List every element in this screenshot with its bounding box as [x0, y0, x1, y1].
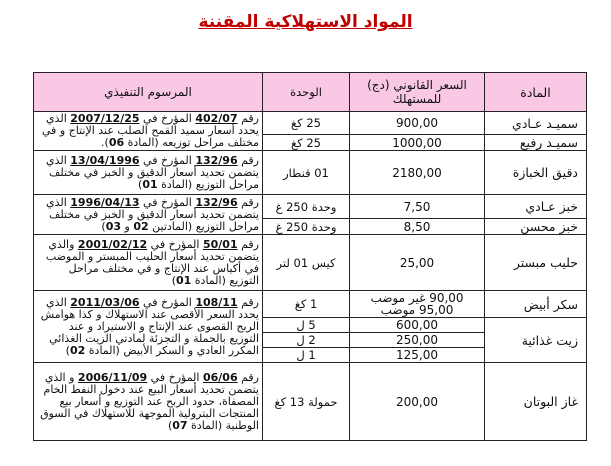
- unit-cell: 1 كغ: [263, 291, 350, 318]
- table-header-row: [34, 73, 587, 112]
- header-price: السعر القانوني (دج) للمستهلك: [350, 73, 485, 112]
- decree-cell: رقم 108/11 المؤرخ في 2011/03/06 الذي يحدد السعر الأقصى عند الاستهلاك و كذا هوامش الربح القصوى عند الإنتاج و الاستيراد و عند التوزيع بالجملة و التجزئة لمادتي الزيت الغذائي المكرر العادي و السكر الأبيض (المادة 02): [34, 291, 263, 363]
- material-cell: حليب مبستر: [485, 235, 587, 291]
- unit-cell: 25 كغ: [263, 135, 350, 151]
- header-material: المادة: [485, 73, 587, 112]
- header-unit: الوحدة: [263, 73, 350, 112]
- price-cell: 25,00: [350, 235, 485, 291]
- price-cell: 7,50: [350, 195, 485, 219]
- table-row: [34, 112, 587, 135]
- price-cell: 2180,00: [350, 151, 485, 195]
- material-cell: سميـد عـادي: [485, 112, 587, 135]
- unit-cell: 5 ل: [263, 318, 350, 333]
- price-cell: 900,00: [350, 112, 485, 135]
- material-cell: سميـد رفيع: [485, 135, 587, 151]
- material-cell: سكر أبيض: [485, 291, 587, 318]
- table-row: [34, 195, 587, 219]
- material-cell: خبز محسن: [485, 219, 587, 235]
- unit-cell: 2 ل: [263, 333, 350, 348]
- unit-cell: وحدة 250 غ: [263, 195, 350, 219]
- price-cell: 200,00: [350, 363, 485, 441]
- unit-cell: حمولة 13 كغ: [263, 363, 350, 441]
- price-cell: 1000,00: [350, 135, 485, 151]
- price-cell: 250,00: [350, 333, 485, 348]
- page-title: المواد الاستهلاكية المقننة: [198, 12, 413, 32]
- decree-cell: رقم 50/01 المؤرخ في 2001/02/12 والذي يتضمن تحديد أسعار الحليب المبستر و الموضب في أكياس عند الإنتاج و في مختلف مراحل التوزيع (المادة 01): [34, 235, 263, 291]
- decree-cell: رقم 402/07 المؤرخ في 2007/12/25 الذي يحدد أسعار سميد القمح الصلب عند الإنتاج و في مختلف مراحل توزيعه (المادة 06).: [34, 112, 263, 151]
- unit-cell: 1 ل: [263, 348, 350, 363]
- price-cell: 600,00: [350, 318, 485, 333]
- unit-cell: 01 قنطار: [263, 151, 350, 195]
- price-line: 90,00 غير موضب: [370, 291, 464, 305]
- price-cell: 125,00: [350, 348, 485, 363]
- table-row: [34, 363, 587, 441]
- material-cell: خبز عـادي: [485, 195, 587, 219]
- table-row: [34, 291, 587, 318]
- decree-cell: رقم 132/96 المؤرخ في 1996/04/13 الذي يتضمن تحديد أسعار الدقيق و الخبز في مختلف مراحل التوزيع (المادتين 02 و 03): [34, 195, 263, 235]
- decree-cell: رقم 06/06 المؤرخ في 2006/11/09 و الذي يتضمن تحديد أسعار البيع عند دخول النفط الخام المصفاة، حدود الربح عند التوزيع و أسعار بيع المنتجات البترولية الموجهة للاستهلاك في السوق الوطنية (المادة 07): [34, 363, 263, 441]
- price-cell: 8,50: [350, 219, 485, 235]
- prices-table: [33, 72, 587, 441]
- unit-cell: وحدة 250 غ: [263, 219, 350, 235]
- unit-cell: 25 كغ: [263, 112, 350, 135]
- material-cell: زيت غذائية: [485, 318, 587, 363]
- table-row: [34, 151, 587, 195]
- material-cell: دقيق الخبازة: [485, 151, 587, 195]
- table-row: [34, 235, 587, 291]
- price-cell: [350, 291, 485, 318]
- header-decree: المرسوم التنفيذي: [34, 73, 263, 112]
- material-cell: غاز البوتان: [485, 363, 587, 441]
- unit-cell: كيس 01 لتر: [263, 235, 350, 291]
- decree-cell: رقم 132/96 المؤرخ في 13/04/1996 الذي يتضمن تحديد أسعار الدقيق و الخبز في مختلف مراحل التوزيع (المادة 01): [34, 151, 263, 195]
- price-line: 95,00 موضب: [380, 303, 454, 317]
